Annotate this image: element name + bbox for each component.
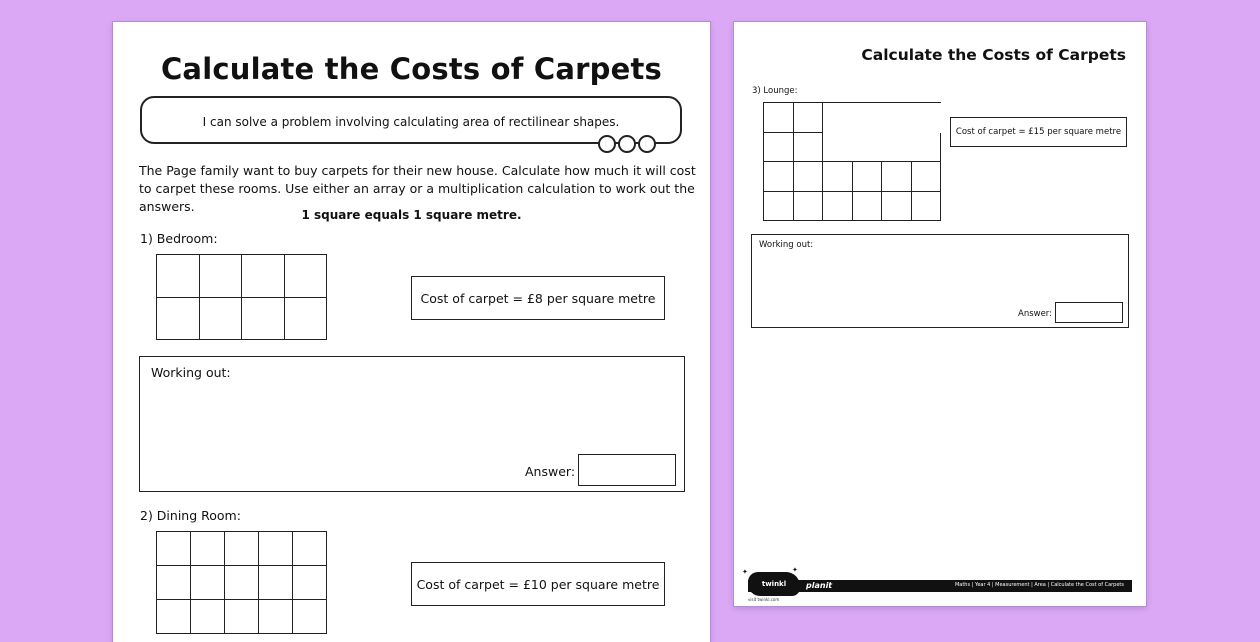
lounge-grid	[763, 102, 941, 221]
grid-cell	[912, 192, 942, 222]
grid-cell	[794, 192, 824, 222]
page-header-title: Calculate the Costs of Carpets	[861, 46, 1126, 64]
grid-cell	[157, 298, 200, 341]
grid-cell	[191, 600, 225, 634]
grid-cell	[882, 192, 912, 222]
footer-url: visit twinkl.com	[748, 597, 780, 602]
grid-cell	[764, 192, 794, 222]
star-icon: ✦	[792, 566, 798, 574]
grid-cell	[157, 532, 191, 566]
grid-cell	[853, 192, 883, 222]
grid-cell	[225, 532, 259, 566]
bedroom-grid	[156, 254, 327, 340]
answer-label: Answer:	[525, 464, 576, 479]
lounge-cost-box: Cost of carpet = £15 per square metre	[950, 117, 1127, 147]
grid-cell	[157, 566, 191, 600]
grid-cell	[912, 162, 942, 192]
grid-gap	[882, 133, 912, 163]
worksheet-title: Calculate the Costs of Carpets	[160, 52, 663, 86]
grid-gap	[912, 103, 942, 133]
objective-text: I can solve a problem involving calculating area of rectilinear shapes.	[202, 115, 620, 129]
grid-cell	[259, 600, 293, 634]
grid-cell	[157, 255, 200, 298]
bubble-dot-icon	[638, 135, 656, 153]
grid-cell	[191, 566, 225, 600]
grid-cell	[242, 298, 285, 341]
grid-cell	[285, 255, 328, 298]
star-icon: ✦	[742, 568, 748, 576]
grid-cell	[225, 566, 259, 600]
twinkl-logo: twinkl	[748, 572, 800, 596]
grid-cell	[293, 532, 327, 566]
grid-gap	[853, 133, 883, 163]
grid-cell	[764, 133, 794, 163]
bedroom-working-box[interactable]	[139, 356, 685, 492]
bubble-dot-icon	[598, 135, 616, 153]
objective-bubble	[140, 96, 682, 144]
grid-gap	[912, 133, 942, 163]
dining-room-grid	[156, 531, 327, 634]
grid-cell	[823, 162, 853, 192]
working-out-label: Working out:	[759, 240, 814, 250]
grid-gap	[853, 103, 883, 133]
grid-cell	[157, 600, 191, 634]
grid-gap	[823, 133, 853, 163]
grid-cell	[225, 600, 259, 634]
room-label-dining-room: 2) Dining Room:	[140, 508, 241, 523]
grid-cell	[200, 298, 243, 341]
grid-cell	[794, 133, 824, 163]
answer-label: Answer:	[1018, 309, 1053, 319]
grid-cell	[794, 103, 824, 133]
footer-breadcrumb: Maths | Year 4 | Measurement | Area | Calculate the Cost of Carpets	[954, 582, 1124, 588]
grid-cell	[285, 298, 328, 341]
bedroom-cost-box: Cost of carpet = £8 per square metre	[411, 276, 665, 320]
bubble-dot-icon	[618, 135, 636, 153]
planit-brand: planit	[806, 581, 833, 590]
worksheet-page-2	[734, 22, 1146, 606]
intro-paragraph: The Page family want to buy carpets for their new house. Calculate how much it will cost to carpet these rooms. Use either an array or a multiplication calculation to work out the answers.	[139, 163, 696, 214]
grid-cell	[823, 192, 853, 222]
grid-cell	[293, 600, 327, 634]
lounge-working-box[interactable]	[751, 234, 1129, 328]
grid-cell	[794, 162, 824, 192]
grid-cell	[764, 103, 794, 133]
grid-cell	[259, 566, 293, 600]
room-label-lounge: 3) Lounge:	[752, 86, 798, 96]
scale-note: 1 square equals 1 square metre.	[301, 208, 522, 222]
answer-field[interactable]	[578, 454, 676, 486]
grid-cell	[764, 162, 794, 192]
grid-cell	[200, 255, 243, 298]
footer-bar	[742, 566, 1132, 592]
dining-room-cost-box: Cost of carpet = £10 per square metre	[411, 562, 665, 606]
answer-field[interactable]	[1055, 302, 1123, 323]
grid-cell	[259, 532, 293, 566]
grid-gap	[822, 103, 853, 133]
grid-cell	[882, 162, 912, 192]
grid-cell	[293, 566, 327, 600]
room-label-bedroom: 1) Bedroom:	[140, 231, 218, 246]
grid-gap	[882, 103, 912, 133]
working-out-label: Working out:	[151, 365, 231, 380]
grid-cell	[191, 532, 225, 566]
grid-cell	[853, 162, 883, 192]
grid-cell	[242, 255, 285, 298]
worksheet-page-1	[113, 22, 710, 642]
